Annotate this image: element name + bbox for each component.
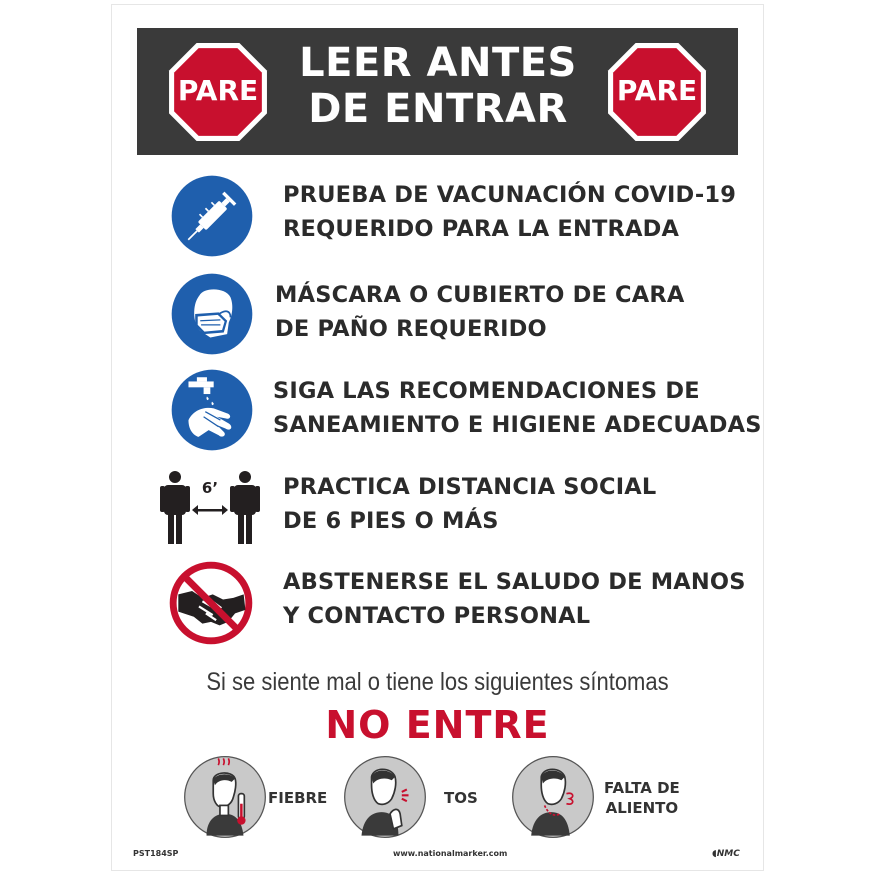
rule-distance-text [283,470,656,538]
rule-hygiene-line1: SIGA LAS RECOMENDACIONES DE [273,378,700,404]
cough-label-line1: TOS [444,789,478,807]
brand-logo [712,849,740,859]
rule-vaccination-line1: PRUEBA DE VACUNACIÓN COVID-19 [283,182,737,208]
rule-distance-line1: PRACTICA DISTANCIA SOCIAL [283,474,657,500]
header-title-line2: DE ENTRAR [308,86,568,132]
rule-vaccination-text [283,178,736,246]
header-title-line1: LEER ANTES [299,40,577,86]
cough-icon [343,755,427,839]
rule-mask-text [275,278,685,346]
social-distance-label: 6’ [201,479,219,497]
fever-icon [183,755,267,839]
symptoms-intro: Si se siente mal o tiene los siguientes síntomas [206,668,669,696]
rule-vaccination-line2: REQUERIDO PARA LA ENTRADA [283,216,680,242]
rule-handshake-line2: Y CONTACTO PERSONAL [283,603,591,629]
rule-handshake-text [283,565,746,633]
breath-label [604,778,680,818]
stop-sign-left-label: PARE [177,74,259,107]
rule-mask-line1: MÁSCARA O CUBIERTO DE CARA [275,282,685,308]
no-handshake-icon [168,560,254,646]
no-entre-warning: NO ENTRE [325,703,550,747]
rule-handshake-line1: ABSTENERSE EL SALUDO DE MANOS [283,569,746,595]
rule-hygiene-line2: SANEAMIENTO E HIGIENE ADECUADAS [273,412,762,438]
breath-label-line1: FALTA DE [604,779,680,797]
rule-hygiene-text [273,374,762,442]
brand-name: NMC [716,849,740,859]
fever-label-line1: FIEBRE [268,789,328,807]
brand-swoosh-icon: ◖ [712,849,717,859]
shortness-of-breath-icon [511,755,595,839]
syringe-icon [170,174,254,258]
website-text: www.nationalmarker.com [393,849,508,858]
rule-mask-line2: DE PAÑO REQUERIDO [275,316,547,342]
fever-label [268,788,327,808]
product-code: PST184SP [133,849,179,858]
breath-label-line2: ALIENTO [605,799,679,817]
hand-washing-icon [170,368,254,452]
stop-sign-right-label: PARE [616,74,698,107]
header-title [268,40,608,132]
face-mask-icon [170,272,254,356]
rule-distance-line2: DE 6 PIES O MÁS [283,508,499,534]
cough-label [444,788,478,808]
